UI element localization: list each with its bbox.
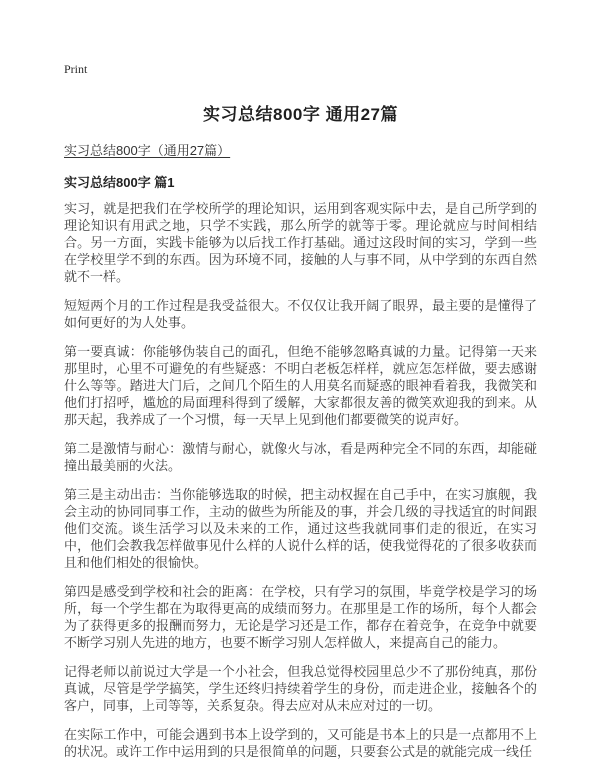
section-heading: 实习总结800字 篇1 <box>64 175 175 190</box>
body-paragraph: 记得老师以前说过大学是一个小社会，但我总觉得校园里总少不了那份纯真，那份真诚，尽管是学学搞笑，学生还终归持续着学生的身份，而走进企业，接触各个的客户，同事，上司等等，关系复杂。得去应对从未应对过的一切。 <box>64 664 537 713</box>
document-body <box>64 200 537 760</box>
print-button[interactable]: Print <box>64 62 88 76</box>
body-paragraph: 第四是感受到学校和社会的距离：在学校，只有学习的氛围，毕竟学校是学习的场所，每一个学生都在为取得更高的成绩而努力。在那里是工作的场所，每个人都会为了获得更多的报酬而努力，无论是学习还是工作，都存在着竞争，在竞争中就要不断学习别人先进的地方，也要不断学习别人怎样做人，来提高自己的能力。 <box>64 584 537 650</box>
body-paragraph: 在实际工作中，可能会遇到书本上设学到的，又可能是书本上的只是一点都用不上的状况。或许工作中运用到的只是很简单的问题，只要套公式是的就能完成一线任 <box>64 727 537 759</box>
body-paragraph: 实习，就是把我们在学校所学的理论知识，运用到客观实际中去，是自己所学到的理论知识有用武之地，只学不实践，那么所学的就等于零。理论就应与时间相结合。另一方面，实践卡能够为以后找工作打基础。通过这段时间的实习，学到一些在学校里学不到的东西。因为环境不同，接触的人与事不同，从中学到的东西自然就不一样。 <box>64 201 537 284</box>
document-subtitle: 实习总结800字（通用27篇） <box>64 143 231 158</box>
body-paragraph: 第三是主动出击：当你能够选取的时候，把主动权握在自己手中，在实习旗舰，我会主动的协同同事工作，主动的做些为所能及的事，并会几级的寻找适宜的时间跟他们交流。谈生活学习以及未来的工作，通过这些我就同事们走的很近，在实习中，他们会教我怎样做事见什么样的人说什么样的话，使我觉得花的了很多收获而且和他们相处的很愉快。 <box>64 487 537 570</box>
body-paragraph: 第二是激情与耐心：激情与耐心，就像火与冰，看是两种完全不同的东西，却能碰撞出最美丽的火法。 <box>64 441 537 473</box>
page-title: 实习总结800字 通用27篇 <box>203 105 398 124</box>
body-paragraph: 第一要真诚：你能够伪装自己的面孔，但绝不能够忽略真诚的力量。记得第一天来那里时，心里不可避免的有些疑惑：不明白老板怎样样，就应怎怎样做，要去感谢什么等等。踏进大门后，之间几个陌生的人用莫名而疑惑的眼神看着我，我微笑和他们打招呼，尴尬的局面理科得到了缓解，大家都很友善的微笑欢迎我的到来。从那天起，我养成了一个习惯，每一天早上见到他们都要微笑的说声好。 <box>64 344 537 427</box>
body-paragraph: 短短两个月的工作过程是我受益很大。不仅仅让我开阔了眼界，最主要的是懂得了如何更好的为人处事。 <box>64 298 537 330</box>
